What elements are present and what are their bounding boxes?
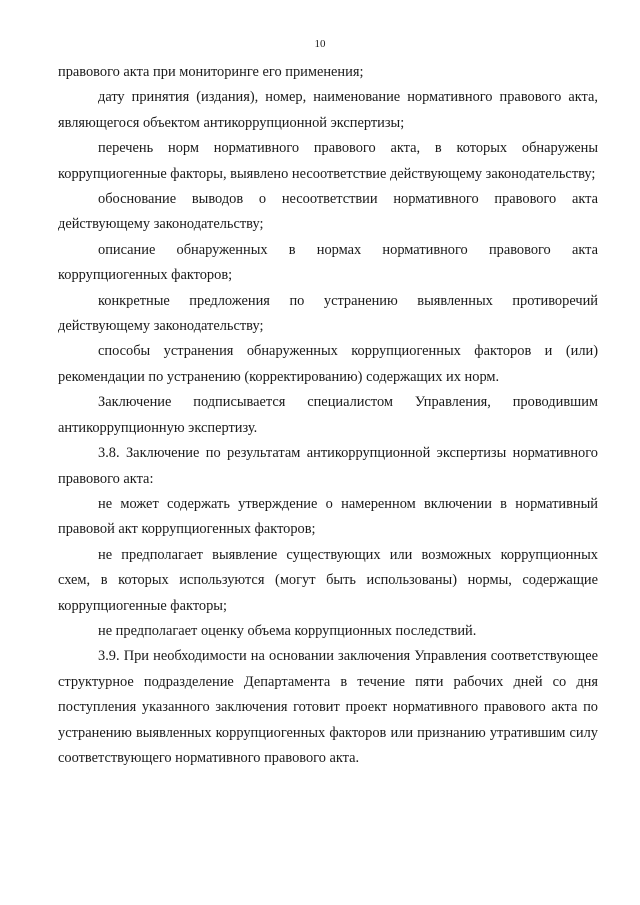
paragraph-signature: Заключение подписывается специалистом Управления, проводившим антикоррупционную экспертизу. (58, 394, 598, 436)
paragraph-section-3-9: 3.9. При необходимости на основании заключения Управления соответствующее структурное подразделение Департамента в течение пяти рабочих дней со дня поступления указанного заключения готовит проект нормативного правового акта по устранению выявленных коррупциогенных факторов или признанию утратившим силу соответствующего нормативного правового акта. (58, 648, 598, 766)
paragraph-justification: обоснование выводов о несоответствии нормативного правового акта действующему законодательству; (58, 191, 598, 233)
paragraph-no-schemes: не предполагает выявление существующих или возможных коррупционных схем, в которых используются (могут быть использованы) нормы, содержащие коррупциогенные факторы; (58, 546, 598, 614)
document-body (58, 60, 598, 771)
paragraph-section-3-8: 3.8. Заключение по результатам антикоррупционной экспертизы нормативного правового акта: (58, 445, 598, 487)
paragraph-no-intent: не может содержать утверждение о намеренном включении в нормативный правовой акт коррупциогенных факторов; (58, 495, 598, 538)
paragraph-adoption-date: дату принятия (издания), номер, наименование нормативного правового акта, являющегося объектом антикоррупционной экспертизы; (58, 89, 598, 131)
paragraph-no-assessment: не предполагает оценку объема коррупционных последствий. (98, 622, 477, 639)
paragraph-elimination-methods: способы устранения обнаруженных коррупциогенных факторов и (или) рекомендации по устранению (корректированию) содержащих их норм. (58, 343, 598, 385)
paragraph-proposals: конкретные предложения по устранению выявленных противоречий действующему законодательству; (58, 292, 598, 335)
paragraph-norms-list: перечень норм нормативного правового акта, в которых обнаружены коррупциогенные факторы, выявлено несоответствие действующему законодательству; (58, 140, 598, 182)
paragraph-continuation: правового акта при мониторинге его применения; (58, 64, 364, 80)
page-number: 10 (314, 38, 326, 50)
paragraph-description: описание обнаруженных в нормах нормативного правового акта коррупциогенных факторов; (58, 241, 598, 284)
